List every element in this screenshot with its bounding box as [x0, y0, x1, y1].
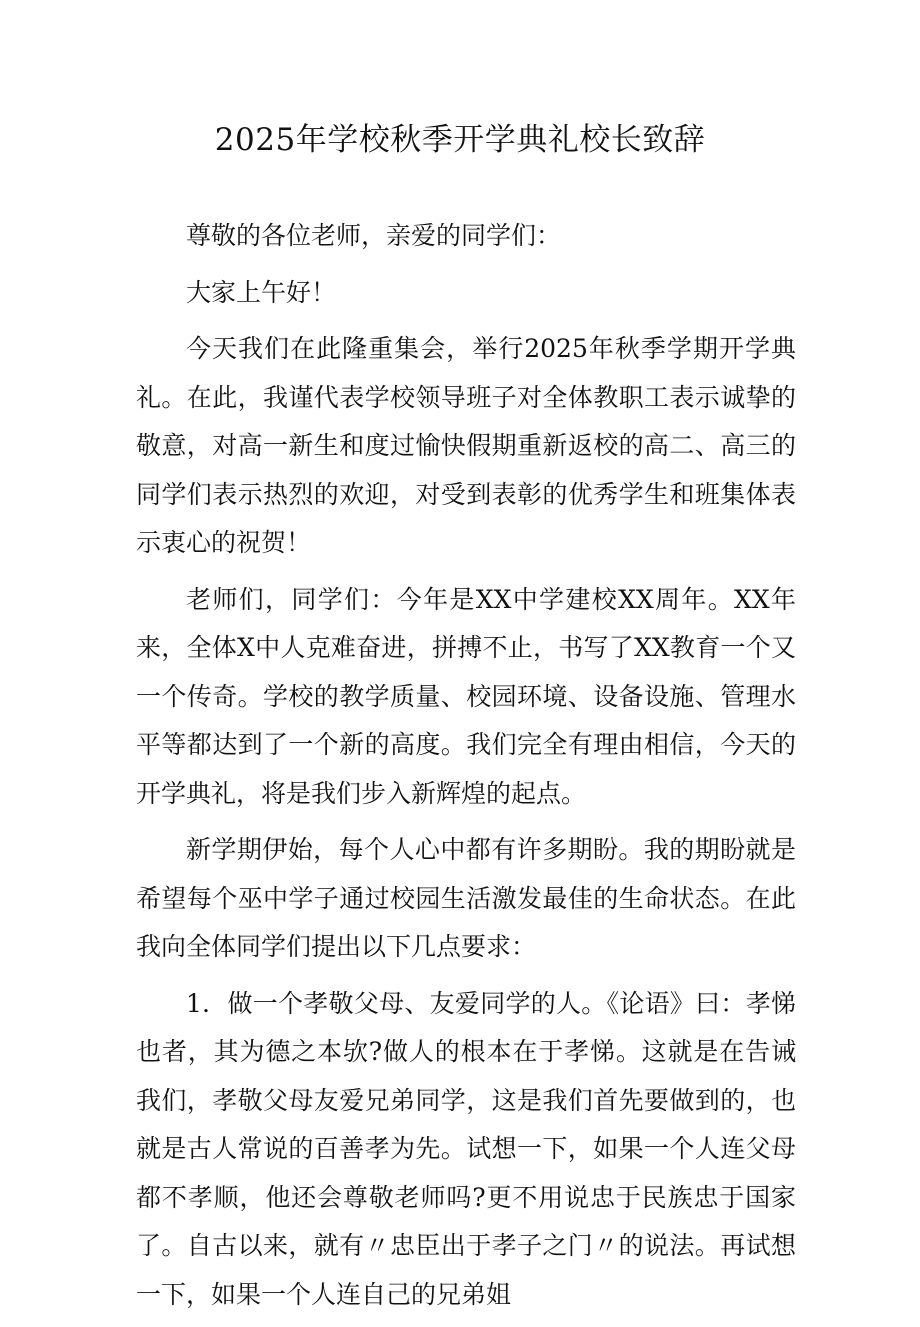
- paragraph: 新学期伊始，每个人心中都有许多期盼。我的期盼就是希望每个巫中学子通过校园生活激发最佳的生命状态。在此我向全体同学们提出以下几点要求：: [136, 835, 796, 961]
- document-title: 2025年学校秋季开学典礼校长致辞: [214, 122, 706, 158]
- document-body: [136, 212, 796, 1327]
- paragraph: 1．做一个孝敬父母、友爱同学的人。《论语》曰：孝悌也者，其为德之本欤?做人的根本在于孝悌。这就是在告诫我们，孝敬父母友爱兄弟同学，这是我们首先要做到的，也就是古人常说的百善孝为先。试想一下，如果一个人连父母都不孝顺，他还会尊敬老师吗?更不用说忠于民族忠于国家了。自古以来，就有〃忠臣出于孝子之门〃的说法。再试想一下，如果一个人连自己的兄弟姐: [136, 988, 796, 1309]
- greeting: 大家上午好！: [186, 277, 337, 307]
- paragraph: 今天我们在此隆重集会，举行2025年秋季学期开学典礼。在此，我谨代表学校领导班子对全体教职工表示诚挚的敬意，对高一新生和度过愉快假期重新返校的高二、高三的同学们表示热烈的欢迎，对受到表彰的优秀学生和班集体表示衷心的祝贺！: [136, 334, 796, 557]
- paragraph: 老师们，同学们：今年是XX中学建校XX周年。XX年来，全体X中人克难奋进，拼搏不止，书写了XX教育一个又一个传奇。学校的教学质量、校园环境、设备设施、管理水平等都达到了一个新的高度。我们完全有理由相信，今天的开学典礼，将是我们步入新辉煌的起点。: [136, 584, 796, 808]
- salutation: 尊敬的各位老师，亲爱的同学们：: [186, 221, 562, 250]
